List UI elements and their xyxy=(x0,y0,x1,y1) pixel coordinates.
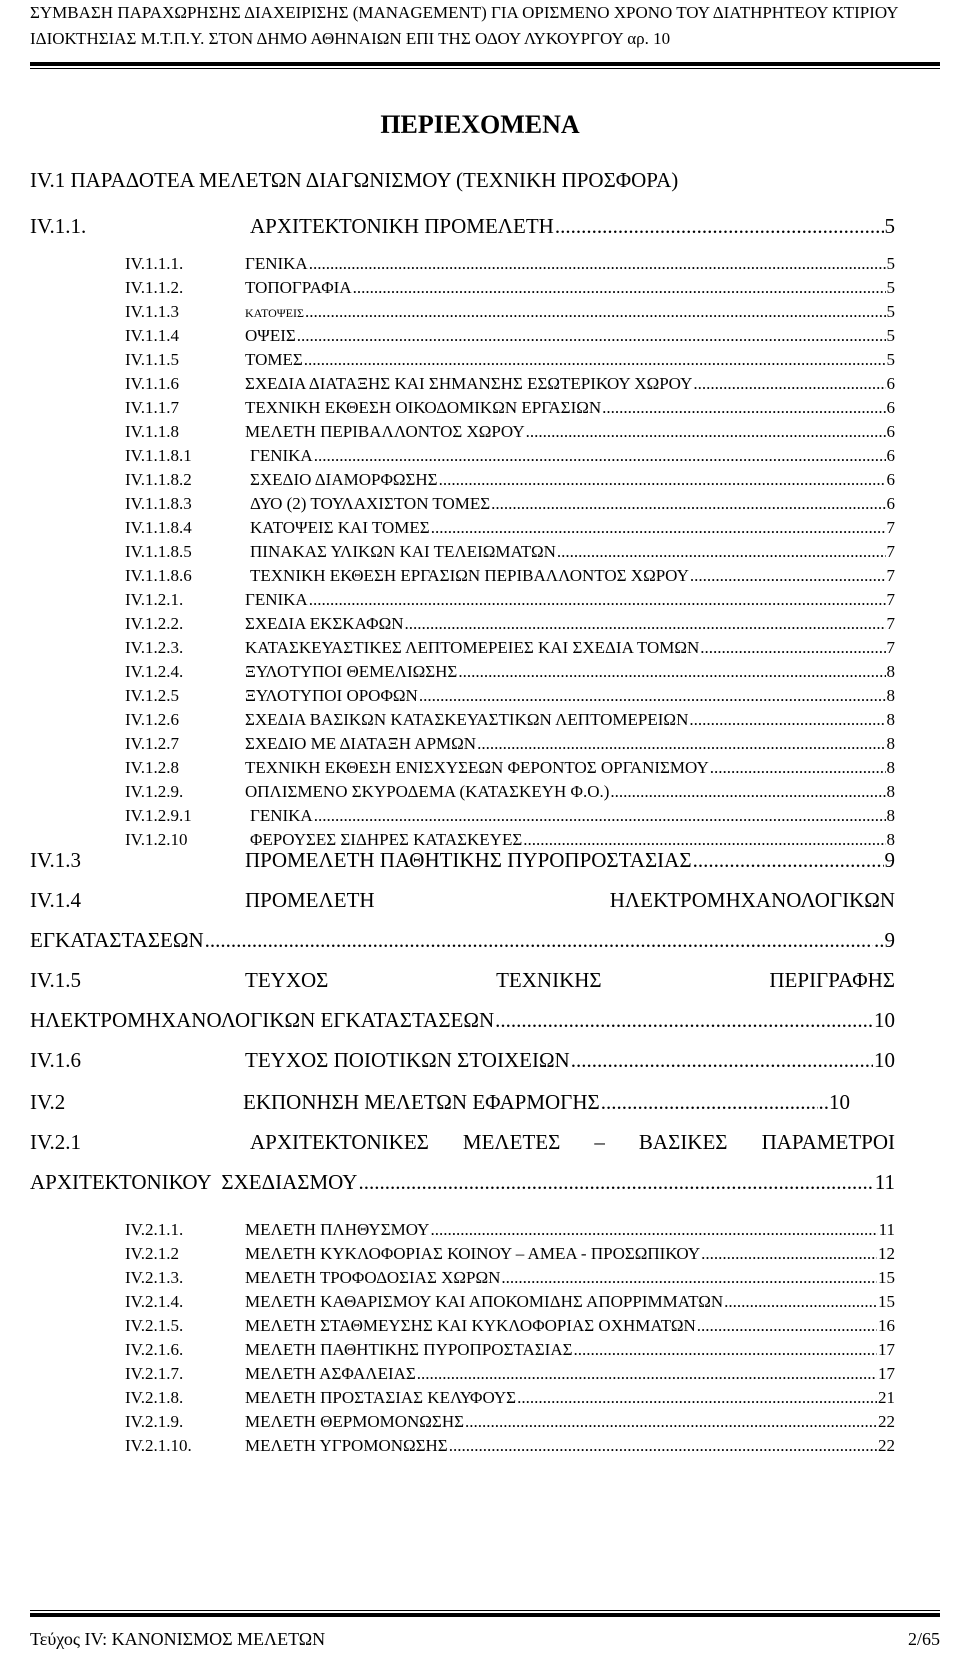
toc-number: IV.1.1.5 xyxy=(125,350,179,369)
toc-number: IV.1.1.8.1 xyxy=(125,446,192,465)
toc-entry-continued[interactable] xyxy=(30,1008,895,1033)
toc-page: 5 xyxy=(886,350,895,369)
toc-number: IV.1.1.8.2 xyxy=(125,470,192,489)
toc-page: 8 xyxy=(886,710,895,729)
toc-number: IV.1.1.6 xyxy=(125,374,179,393)
toc-number: IV.1.1.2. xyxy=(125,278,184,297)
toc-number: IV.1.2.10 xyxy=(125,830,188,849)
toc-text: ΚΑΤΑΣΚΕΥΑΣΤΙΚΕΣ ΛΕΠΤΟΜΕΡΕΙΕΣ ΚΑΙ ΣΧΕΔΙΑ ΤΟΜΩΝ xyxy=(245,638,700,657)
toc-leader xyxy=(724,1292,877,1312)
toc-page: 8 xyxy=(886,758,895,777)
toc-text: ΑΡΧΙΤΕΚΤΟΝΙΚΗ ΠΡΟΜΕΛΕΤΗ xyxy=(250,214,554,238)
toc-number: IV.1.2.5 xyxy=(125,686,179,705)
toc-entry[interactable] xyxy=(125,326,895,346)
footer-page-number: 2/65 xyxy=(907,1629,940,1649)
toc-entry[interactable] xyxy=(125,1436,895,1456)
toc-leader xyxy=(458,662,885,682)
toc-text: ΓΕΝΙΚΑ xyxy=(250,446,313,465)
toc-text-word: ΠΑΡΑΜΕΤΡΟΙ xyxy=(761,1130,895,1154)
toc-leader xyxy=(710,758,886,778)
toc-number: IV.1.1.7 xyxy=(125,398,179,417)
toc-entry[interactable] xyxy=(125,1412,895,1432)
toc-number: IV.1.5 xyxy=(30,968,81,992)
toc-text: ΑΡΧΙΤΕΚΤΟΝΙΚΟΥ ΣΧΕΔΙΑΣΜΟΥ xyxy=(30,1170,358,1194)
toc-page: 21 xyxy=(878,1388,895,1407)
toc-page: 7 xyxy=(886,518,895,537)
toc-text: ΣΧΕΔΙΑ ΕΚΣΚΑΦΩΝ xyxy=(245,614,404,633)
toc-text: ΜΕΛΕΤΗ ΑΣΦΑΛΕΙΑΣ xyxy=(245,1364,416,1383)
toc-text: ΦΕΡΟΥΣΕΣ ΣΙΔΗΡΕΣ ΚΑΤΑΣΚΕΥΕΣ xyxy=(250,830,523,849)
toc-entry[interactable] xyxy=(30,1090,850,1115)
toc-text: ΞΥΛΟΤΥΠΟΙ ΟΡΟΦΩΝ xyxy=(245,686,418,705)
toc-leader xyxy=(431,518,886,538)
toc-text: ΓΕΝΙΚΑ xyxy=(245,254,308,273)
header-rule-thin xyxy=(30,68,940,69)
toc-number: IV.1.2.2. xyxy=(125,614,184,633)
toc-page: 5 xyxy=(886,278,895,297)
toc-entry[interactable] xyxy=(125,350,895,370)
toc-number: IV.2.1.4. xyxy=(125,1292,184,1311)
toc-leader xyxy=(305,302,886,322)
page-title: ΠΕΡΙΕΧΟΜΕΝΑ xyxy=(380,110,580,139)
toc-number: IV.1.2.3. xyxy=(125,638,184,657)
toc-entry[interactable] xyxy=(30,888,895,913)
toc-number: IV.2.1.6. xyxy=(125,1340,184,1359)
page-header xyxy=(30,0,940,69)
toc-page: 8 xyxy=(886,662,895,681)
toc-text: ΜΕΛΕΤΗ ΤΡΟΦΟΔΟΣΙΑΣ ΧΩΡΩΝ xyxy=(245,1268,501,1287)
toc-entry[interactable] xyxy=(125,278,895,298)
toc-entry[interactable] xyxy=(125,1268,895,1288)
toc-text: ΤΕΧΝΙΚΗ ΕΚΘΕΣΗ ΕΝΙΣΧΥΣΕΩΝ ΦΕΡΟΝΤΟΣ ΟΡΓΑΝΙΣΜΟΥ xyxy=(245,758,709,777)
toc-leader xyxy=(517,1388,877,1408)
toc-entry[interactable] xyxy=(125,542,895,562)
toc-entry[interactable] xyxy=(30,848,895,873)
toc-page: 5 xyxy=(886,254,895,273)
toc-number: IV.2.1.1. xyxy=(125,1220,184,1239)
toc-text: ΓΕΝΙΚΑ xyxy=(250,806,313,825)
toc-entry[interactable] xyxy=(125,446,895,466)
toc-number: IV.1.2.9.1 xyxy=(125,806,192,825)
toc-leader xyxy=(465,1412,877,1432)
toc-page: ..10 xyxy=(818,1090,850,1114)
toc-text-word: ΑΡΧΙΤΕΚΤΟΝΙΚΕΣ xyxy=(250,1130,429,1154)
toc-entry[interactable] xyxy=(125,422,895,442)
toc-leader xyxy=(304,350,886,370)
toc-number: IV.1.2.7 xyxy=(125,734,179,753)
toc-number: IV.1.1.8.5 xyxy=(125,542,192,561)
toc-entry[interactable] xyxy=(30,968,895,993)
toc-number: IV.2.1.10. xyxy=(125,1436,192,1455)
toc-number: IV.1.2.1. xyxy=(125,590,184,609)
toc-text: ΤΟΠΟΓΡΑΦΙΑ xyxy=(245,278,352,297)
toc-leader xyxy=(557,542,886,562)
section-heading: IV.1 ΠΑΡΑΔΟΤΕΑ ΜΕΛΕΤΩΝ ΔΙΑΓΩΝΙΣΜΟΥ (ΤΕΧΝΙΚΗ ΠΡΟΣΦΟΡΑ) xyxy=(30,168,679,192)
toc-page: 8 xyxy=(886,806,895,825)
toc-leader xyxy=(314,806,886,826)
toc-leader xyxy=(495,1008,873,1033)
toc-page: 6 xyxy=(886,422,895,441)
toc-entry[interactable] xyxy=(125,518,895,538)
toc-page: 15 xyxy=(878,1292,895,1311)
toc-entry[interactable] xyxy=(125,470,895,490)
toc-entry[interactable] xyxy=(125,614,895,634)
toc-leader xyxy=(449,1436,877,1456)
toc-text: ΓΕΝΙΚΑ xyxy=(245,590,308,609)
toc-page: 10 xyxy=(874,1048,895,1072)
toc-text: ΤΕΧΝΙΚΗ ΕΚΘΕΣΗ ΟΙΚΟΔΟΜΙΚΩΝ ΕΡΓΑΣΙΩΝ xyxy=(245,398,602,417)
toc-page: 5 xyxy=(884,214,895,238)
toc-number: IV.1.2.8 xyxy=(125,758,179,777)
toc-leader xyxy=(601,1090,818,1115)
toc-entry[interactable] xyxy=(125,710,895,730)
toc-entry[interactable] xyxy=(125,590,895,610)
toc-number: IV.2.1.8. xyxy=(125,1388,184,1407)
toc-page: 6 xyxy=(886,446,895,465)
header-line-2: ΙΔΙΟΚΤΗΣΙΑΣ Μ.Τ.Π.Υ. ΣΤΟΝ ΔΗΜΟ ΑΘΗΝΑΙΩΝ ΕΠΙ ΤΗΣ ΟΔΟΥ ΛΥΚΟΥΡΓΟΥ αρ. 10 xyxy=(30,29,671,48)
toc-entry[interactable] xyxy=(125,1316,895,1336)
toc-entry[interactable] xyxy=(125,662,895,682)
header-line-1: ΣΥΜΒΑΣΗ ΠΑΡΑΧΩΡΗΣΗΣ ΔΙΑΧΕΙΡΙΣΗΣ (MANAGEMENT) ΓΙΑ ΟΡΙΣΜΕΝΟ ΧΡΟΝΟ ΤΟΥ ΔΙΑΤΗΡΗΤΕΟΥ ΚΤΙΡΙΟΥ xyxy=(30,3,899,22)
toc-page: 7 xyxy=(886,638,895,657)
toc-page: 6 xyxy=(886,374,895,393)
toc-entry[interactable] xyxy=(125,686,895,706)
toc-leader xyxy=(701,1244,877,1264)
toc-page: 7 xyxy=(886,566,895,585)
toc-number: IV.2.1 xyxy=(30,1130,81,1154)
toc-page: 16 xyxy=(878,1316,895,1335)
toc-page: 15 xyxy=(878,1268,895,1287)
toc-entry[interactable] xyxy=(30,214,895,239)
toc-text: ΤΕΧΝΙΚΗ ΕΚΘΕΣΗ ΕΡΓΑΣΙΩΝ ΠΕΡΙΒΑΛΛΟΝΤΟΣ ΧΩΡΟΥ xyxy=(250,566,689,585)
toc-text: ΤΟΜΕΣ xyxy=(245,350,303,369)
toc-entry[interactable] xyxy=(125,398,895,418)
toc-text: ΕΚΠΟΝΗΣΗ ΜΕΛΕΤΩΝ ΕΦΑΡΜΟΓΗΣ xyxy=(243,1090,600,1114)
toc-number: IV.2.1.5. xyxy=(125,1316,184,1335)
toc-text: ΜΕΛΕΤΗ ΚΑΘΑΡΙΣΜΟΥ ΚΑΙ ΑΠΟΚΟΜΙΔΗΣ ΑΠΟΡΡΙΜΜΑΤΩΝ xyxy=(245,1292,724,1311)
toc-number: IV.1.1.8.6 xyxy=(125,566,192,585)
toc-leader xyxy=(205,928,873,953)
toc-text: ΜΕΛΕΤΗ ΥΓΡΟΜΟΝΩΣΗΣ xyxy=(245,1436,448,1455)
toc-leader xyxy=(309,254,886,274)
toc-text: ΣΧΕΔΙΟ ΔΙΑΜΟΡΦΩΣΗΣ xyxy=(250,470,438,489)
toc-page: 22 xyxy=(878,1436,895,1455)
toc-leader xyxy=(693,374,885,394)
toc-leader xyxy=(574,1340,878,1360)
toc-entry[interactable] xyxy=(125,830,895,850)
toc-leader xyxy=(693,848,884,873)
toc-page: 8 xyxy=(886,734,895,753)
toc-number: IV.1.1.8.4 xyxy=(125,518,192,537)
toc-text: ΠΙΝΑΚΑΣ ΥΛΙΚΩΝ ΚΑΙ ΤΕΛΕΙΩΜΑΤΩΝ xyxy=(250,542,556,561)
footer-rule-thin xyxy=(30,1610,940,1611)
toc-text: ΜΕΛΕΤΗ ΠΑΘΗΤΙΚΗΣ ΠΥΡΟΠΡΟΣΤΑΣΙΑΣ xyxy=(245,1340,573,1359)
toc-text: ΤΕΥΧΟΣ ΠΟΙΟΤΙΚΩΝ ΣΤΟΙΧΕΙΩΝ xyxy=(245,1048,570,1072)
toc-entry[interactable] xyxy=(125,494,895,514)
toc-entry[interactable] xyxy=(125,782,895,802)
toc-number: IV.2.1.7. xyxy=(125,1364,184,1383)
toc-number: IV.1.6 xyxy=(30,1048,81,1072)
footer-document-title: Τεύχος IV: ΚΑΝΟΝΙΣΜΟΣ ΜΕΛΕΤΩΝ xyxy=(30,1629,326,1649)
toc-entry[interactable] xyxy=(125,638,895,658)
toc-text-word: ΠΕΡΙΓΡΑΦΗΣ xyxy=(769,968,896,992)
toc-entry[interactable] xyxy=(125,1364,895,1384)
toc-number: IV.1.1.8 xyxy=(125,422,179,441)
toc-page: 6 xyxy=(886,398,895,417)
toc-leader xyxy=(417,1364,877,1384)
toc-number: IV.2 xyxy=(30,1090,66,1114)
toc-text: ΜΕΛΕΤΗ ΠΕΡΙΒΑΛΛΟΝΤΟΣ ΧΩΡΟΥ xyxy=(245,422,525,441)
toc-leader xyxy=(571,1048,873,1073)
toc-number: IV.2.1.3. xyxy=(125,1268,184,1287)
toc-leader xyxy=(309,590,886,610)
toc-number: IV.1.4 xyxy=(30,888,81,912)
toc-number: IV.1.2.9. xyxy=(125,782,184,801)
toc-page: 8 xyxy=(886,686,895,705)
toc-page: 11 xyxy=(878,1220,895,1239)
toc-text: ΗΛΕΚΤΡΟΜΗΧΑΝΟΛΟΓΙΚΩΝ ΕΓΚΑΤΑΣΤΑΣΕΩΝ xyxy=(30,1008,495,1032)
toc-entry[interactable] xyxy=(125,758,895,778)
toc-entry[interactable] xyxy=(30,1048,895,1073)
toc-leader xyxy=(602,398,885,418)
toc-leader xyxy=(697,1316,877,1336)
toc-leader xyxy=(523,830,885,850)
toc-text-word: ΗΛΕΚΤΡΟΜΗΧΑΝΟΛΟΓΙΚΩΝ xyxy=(609,888,895,912)
toc-leader xyxy=(358,1170,873,1195)
toc-leader xyxy=(610,782,885,802)
toc-number: IV.1.2.4. xyxy=(125,662,184,681)
toc-number: IV.1.3 xyxy=(30,848,81,872)
toc-page: 5 xyxy=(886,326,895,345)
toc-leader xyxy=(477,734,885,754)
toc-text: ΣΧΕΔΙΑ ΒΑΣΙΚΩΝ ΚΑΤΑΣΚΕΥΑΣΤΙΚΩΝ ΛΕΠΤΟΜΕΡΕΙΩΝ xyxy=(245,710,689,729)
toc-page: ..9 xyxy=(874,928,895,952)
toc-text: ΜΕΛΕΤΗ ΚΥΚΛΟΦΟΡΙΑΣ ΚΟΙΝΟΥ – ΑΜΕΑ - ΠΡΟΣΩΠΙΚΟΥ xyxy=(245,1244,701,1263)
toc-text: ΣΧΕΔΙΑ ΔΙΑΤΑΞΗΣ ΚΑΙ ΣΗΜΑΝΣΗΣ ΕΣΩΤΕΡΙΚΟΥ ΧΩΡΟΥ xyxy=(245,374,693,393)
toc-text: ΞΥΛΟΤΥΠΟΙ ΘΕΜΕΛΙΩΣΗΣ xyxy=(245,662,458,681)
toc-entry[interactable] xyxy=(125,374,895,394)
toc-page: 8 xyxy=(886,830,895,849)
toc-text: ΜΕΛΕΤΗ ΠΡΟΣΤΑΣΙΑΣ ΚΕΛΥΦΟΥΣ xyxy=(245,1388,517,1407)
toc-entry-continued[interactable] xyxy=(30,928,895,953)
toc-text-word: ΤΕΧΝΙΚΗΣ xyxy=(496,968,602,992)
toc-page: 10 xyxy=(874,1008,895,1032)
toc-entry[interactable] xyxy=(30,1130,895,1155)
toc-leader xyxy=(526,422,886,442)
toc-entry[interactable] xyxy=(125,1244,895,1264)
toc-page: 17 xyxy=(878,1364,895,1383)
toc-leader xyxy=(700,638,885,658)
footer-rule-thick xyxy=(30,1613,940,1617)
toc-number: IV.1.1.8.3 xyxy=(125,494,192,513)
toc-entry[interactable] xyxy=(125,566,895,586)
toc-number: IV.1.2.6 xyxy=(125,710,179,729)
toc-page: 7 xyxy=(886,542,895,561)
toc-text: ΚΑΤΟΨΕΙΣ ΚΑΙ ΤΟΜΕΣ xyxy=(250,518,430,537)
toc-entry[interactable] xyxy=(125,302,895,322)
toc-leader xyxy=(501,1268,877,1288)
toc-text: ΠΡΟΜΕΛΕΤΗ ΠΑΘΗΤΙΚΗΣ ΠΥΡΟΠΡΟΣΤΑΣΙΑΣ xyxy=(245,848,692,872)
toc-page: 6 xyxy=(886,470,895,489)
toc-leader xyxy=(430,1220,877,1240)
toc-entry[interactable] xyxy=(125,1220,895,1240)
toc-text: ΟΠΛΙΣΜΕΝΟ ΣΚΥΡΟΔΕΜΑ (ΚΑΤΑΣΚΕΥΗ Φ.Ο.) xyxy=(245,782,610,801)
toc-text-word: ΒΑΣΙΚΕΣ xyxy=(638,1130,728,1154)
toc-page: 17 xyxy=(878,1340,895,1359)
toc-text-word: ΠΡΟΜΕΛΕΤΗ xyxy=(245,888,375,912)
toc-number: IV.1.1. xyxy=(30,214,87,238)
toc-text: ΔΥΟ (2) ΤΟΥΛΑΧΙΣΤΟΝ ΤΟΜΕΣ xyxy=(250,494,491,513)
toc-leader xyxy=(555,214,884,239)
toc-text: ΜΕΛΕΤΗ ΘΕΡΜΟΜΟΝΩΣΗΣ xyxy=(245,1412,464,1431)
toc-number: IV.2.1.2 xyxy=(125,1244,179,1263)
toc-page: 8 xyxy=(886,782,895,801)
toc-number: IV.1.1.1. xyxy=(125,254,184,273)
toc-page: 6 xyxy=(886,494,895,513)
toc-leader xyxy=(689,710,885,730)
toc-text: ΕΓΚΑΤΑΣΤΑΣΕΩΝ xyxy=(30,928,204,952)
toc-leader xyxy=(690,566,886,586)
toc-number: IV.1.1.4 xyxy=(125,326,179,345)
page-footer xyxy=(30,1610,940,1650)
toc-entry[interactable] xyxy=(125,1340,895,1360)
toc-text-word: ΤΕΥΧΟΣ xyxy=(245,968,329,992)
toc-text-word: ΜΕΛΕΤΕΣ xyxy=(462,1130,561,1154)
toc-entry[interactable] xyxy=(125,1388,895,1408)
toc-text: ΣΧΕΔΙΟ ΜΕ ΔΙΑΤΑΞΗ ΑΡΜΩΝ xyxy=(245,734,477,753)
toc-leader xyxy=(297,326,886,346)
toc-entry[interactable] xyxy=(125,254,895,274)
toc-entry[interactable] xyxy=(125,806,895,826)
toc-number: IV.2.1.9. xyxy=(125,1412,184,1431)
toc-text-word: – xyxy=(594,1130,605,1154)
toc-page: 22 xyxy=(878,1412,895,1431)
toc-page: 7 xyxy=(886,614,895,633)
toc-leader xyxy=(419,686,886,706)
toc-text: ΜΕΛΕΤΗ ΠΛΗΘΥΣΜΟΥ xyxy=(245,1220,430,1239)
toc-entry-continued[interactable] xyxy=(30,1170,895,1195)
toc-number: IV.1.1.3 xyxy=(125,302,179,321)
toc-page: 12 xyxy=(878,1244,895,1263)
toc-text: ΚΑΤΟΨΕΙΣ xyxy=(245,306,304,320)
toc-entry[interactable] xyxy=(125,734,895,754)
toc-page: 11 xyxy=(874,1170,895,1194)
toc-leader xyxy=(353,278,886,298)
toc-leader xyxy=(314,446,886,466)
toc-page: 7 xyxy=(886,590,895,609)
toc-page: 5 xyxy=(886,302,895,321)
toc-leader xyxy=(439,470,886,490)
toc-entry[interactable] xyxy=(125,1292,895,1312)
toc-page: 9 xyxy=(884,848,895,872)
header-rule-thick xyxy=(30,62,940,66)
toc-text: ΜΕΛΕΤΗ ΣΤΑΘΜΕΥΣΗΣ ΚΑΙ ΚΥΚΛΟΦΟΡΙΑΣ ΟΧΗΜΑΤΩΝ xyxy=(245,1316,696,1335)
toc-text: ΟΨΕΙΣ xyxy=(245,326,296,345)
toc-leader xyxy=(491,494,885,514)
toc-leader xyxy=(405,614,886,634)
